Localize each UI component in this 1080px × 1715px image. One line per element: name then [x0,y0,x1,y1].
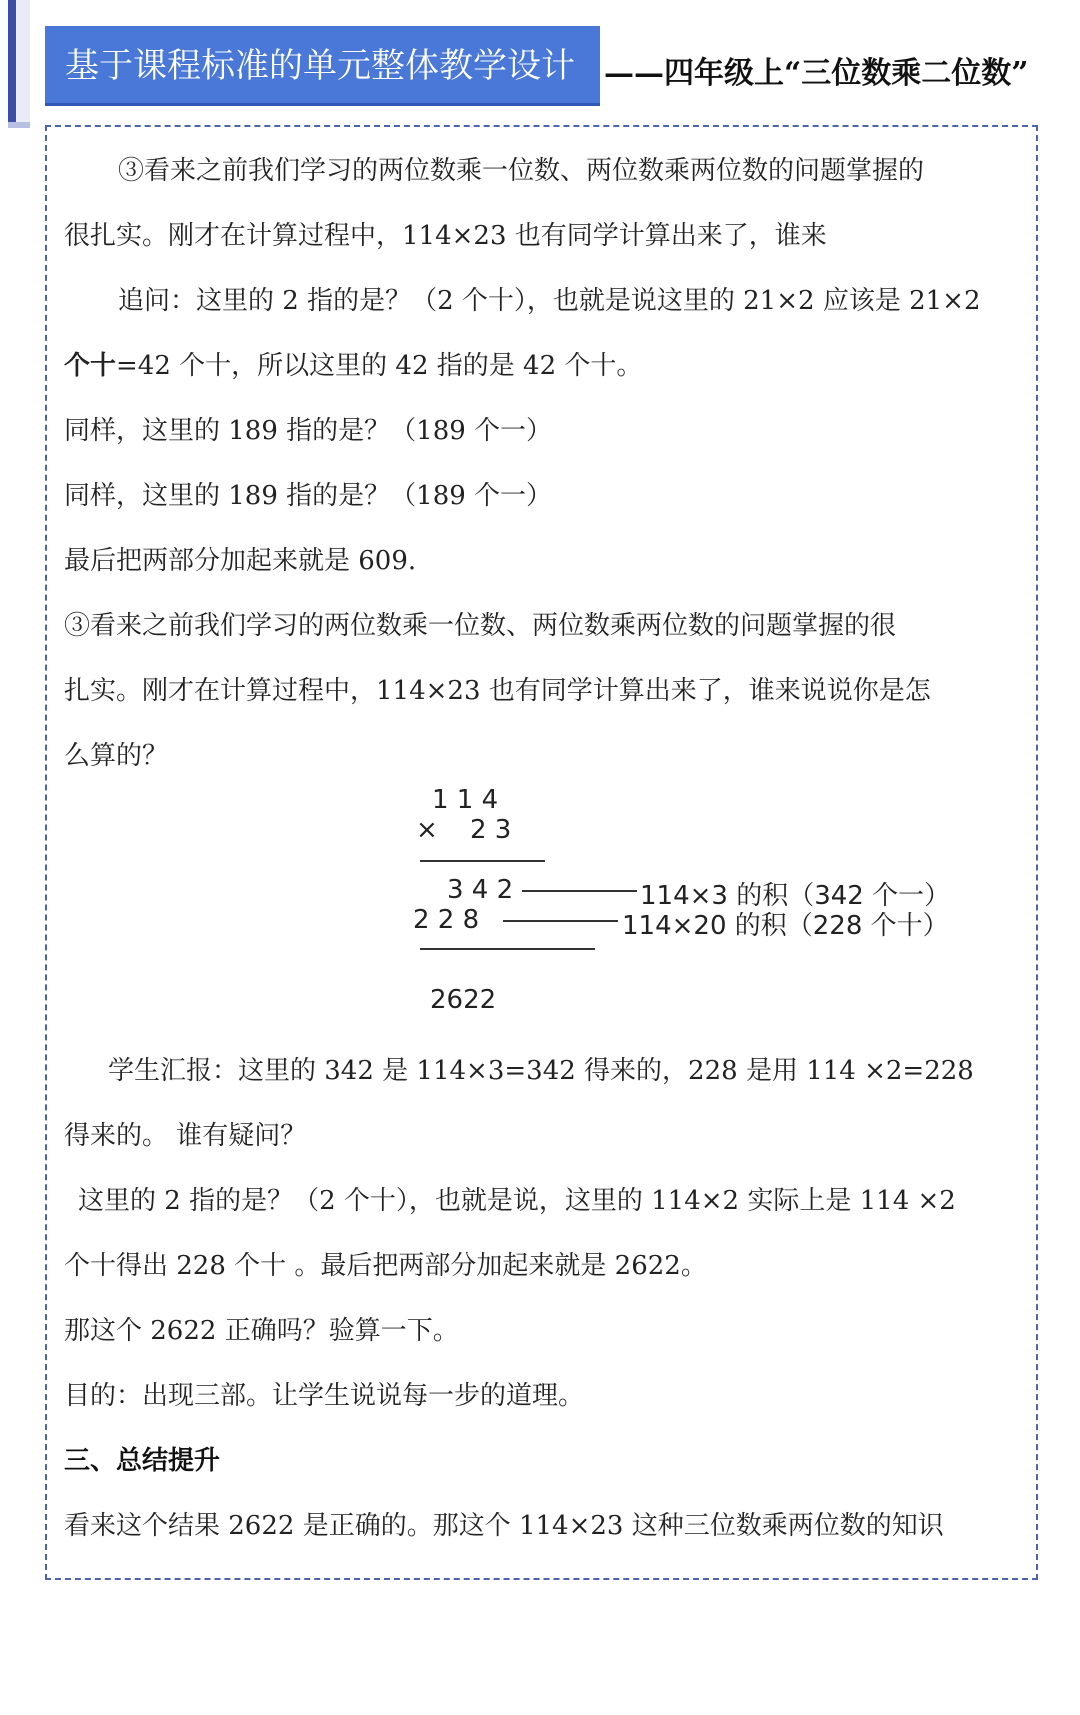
calc-bottom-rule [420,948,595,950]
section-heading: 三、总结提升 [64,1446,221,1476]
calc-pointer-line-1 [522,890,637,892]
paragraph-2-line-1: 追问：这里的 2 指的是？（2 个十），也就是说这里的 21×2 应该是 21×2 [118,286,981,316]
paragraph-6-line-1: ③看来之前我们学习的两位数乘一位数、两位数乘两位数的问题掌握的很 [64,611,897,641]
header-accent-dark [8,0,16,122]
paragraph-2-line-2-rest: =42 个十，所以这里的 42 指的是 42 个十。 [116,351,643,381]
calc-partial-product-1-note: 114×3 的积（342 个一） [640,881,951,911]
paragraph-3: 同样，这里的 189 指的是？（189 个一） [64,416,553,446]
paragraph-2-line-2 [64,345,642,382]
paragraph-8-line-2: 个十得出 228 个十 。最后把两部分加起来就是 2622。 [64,1251,707,1281]
paragraph-1-line-2: 很扎实。刚才在计算过程中，114×23 也有同学计算出来了，谁来 [64,221,827,251]
calc-multiplier: 2 3 [470,815,512,845]
calc-pointer-line-2 [503,920,618,922]
paragraph-1-line-1: ③看来之前我们学习的两位数乘一位数、两位数乘两位数的问题掌握的 [118,156,925,186]
paragraph-9: 那这个 2622 正确吗？验算一下。 [64,1316,459,1346]
calc-result: 2622 [430,985,497,1015]
calc-top-rule [420,860,545,862]
paragraph-7-line-2: 得来的。 谁有疑问？ [64,1121,307,1151]
document-title: 基于课程标准的单元整体教学设计 [45,26,600,106]
document-subtitle: ——四年级上“三位数乘二位数” [604,56,1029,91]
header-accent-base [8,122,30,128]
emphasis-text: 个十 [64,351,117,381]
paragraph-6-line-3: 么算的？ [64,741,169,771]
paragraph-4: 同样，这里的 189 指的是？（189 个一） [64,481,553,511]
calc-partial-product-1: 3 4 2 [447,875,514,905]
calc-multiplicand: 1 1 4 [432,785,499,815]
paragraph-11: 看来这个结果 2622 是正确的。那这个 114×23 这种三位数乘两位数的知识 [64,1511,944,1541]
calc-partial-product-2: 2 2 8 [413,905,480,935]
header-accent-light [16,0,30,122]
paragraph-5: 最后把两部分加起来就是 609. [64,546,417,576]
calc-partial-product-2-note: 114×20 的积（228 个十） [622,911,949,941]
calc-times-sign: × [416,815,438,845]
paragraph-6-line-2: 扎实。刚才在计算过程中，114×23 也有同学计算出来了，谁来说说你是怎 [64,676,931,706]
paragraph-10: 目的：出现三部。让学生说说每一步的道理。 [64,1381,585,1411]
paragraph-7-line-1: 学生汇报：这里的 342 是 114×3=342 得来的，228 是用 114 ×2=228 [108,1056,974,1086]
paragraph-8-line-1: 这里的 2 指的是？（2 个十），也就是说，这里的 114×2 实际上是 114 ×2 [78,1186,956,1216]
content-frame [45,125,1038,1580]
